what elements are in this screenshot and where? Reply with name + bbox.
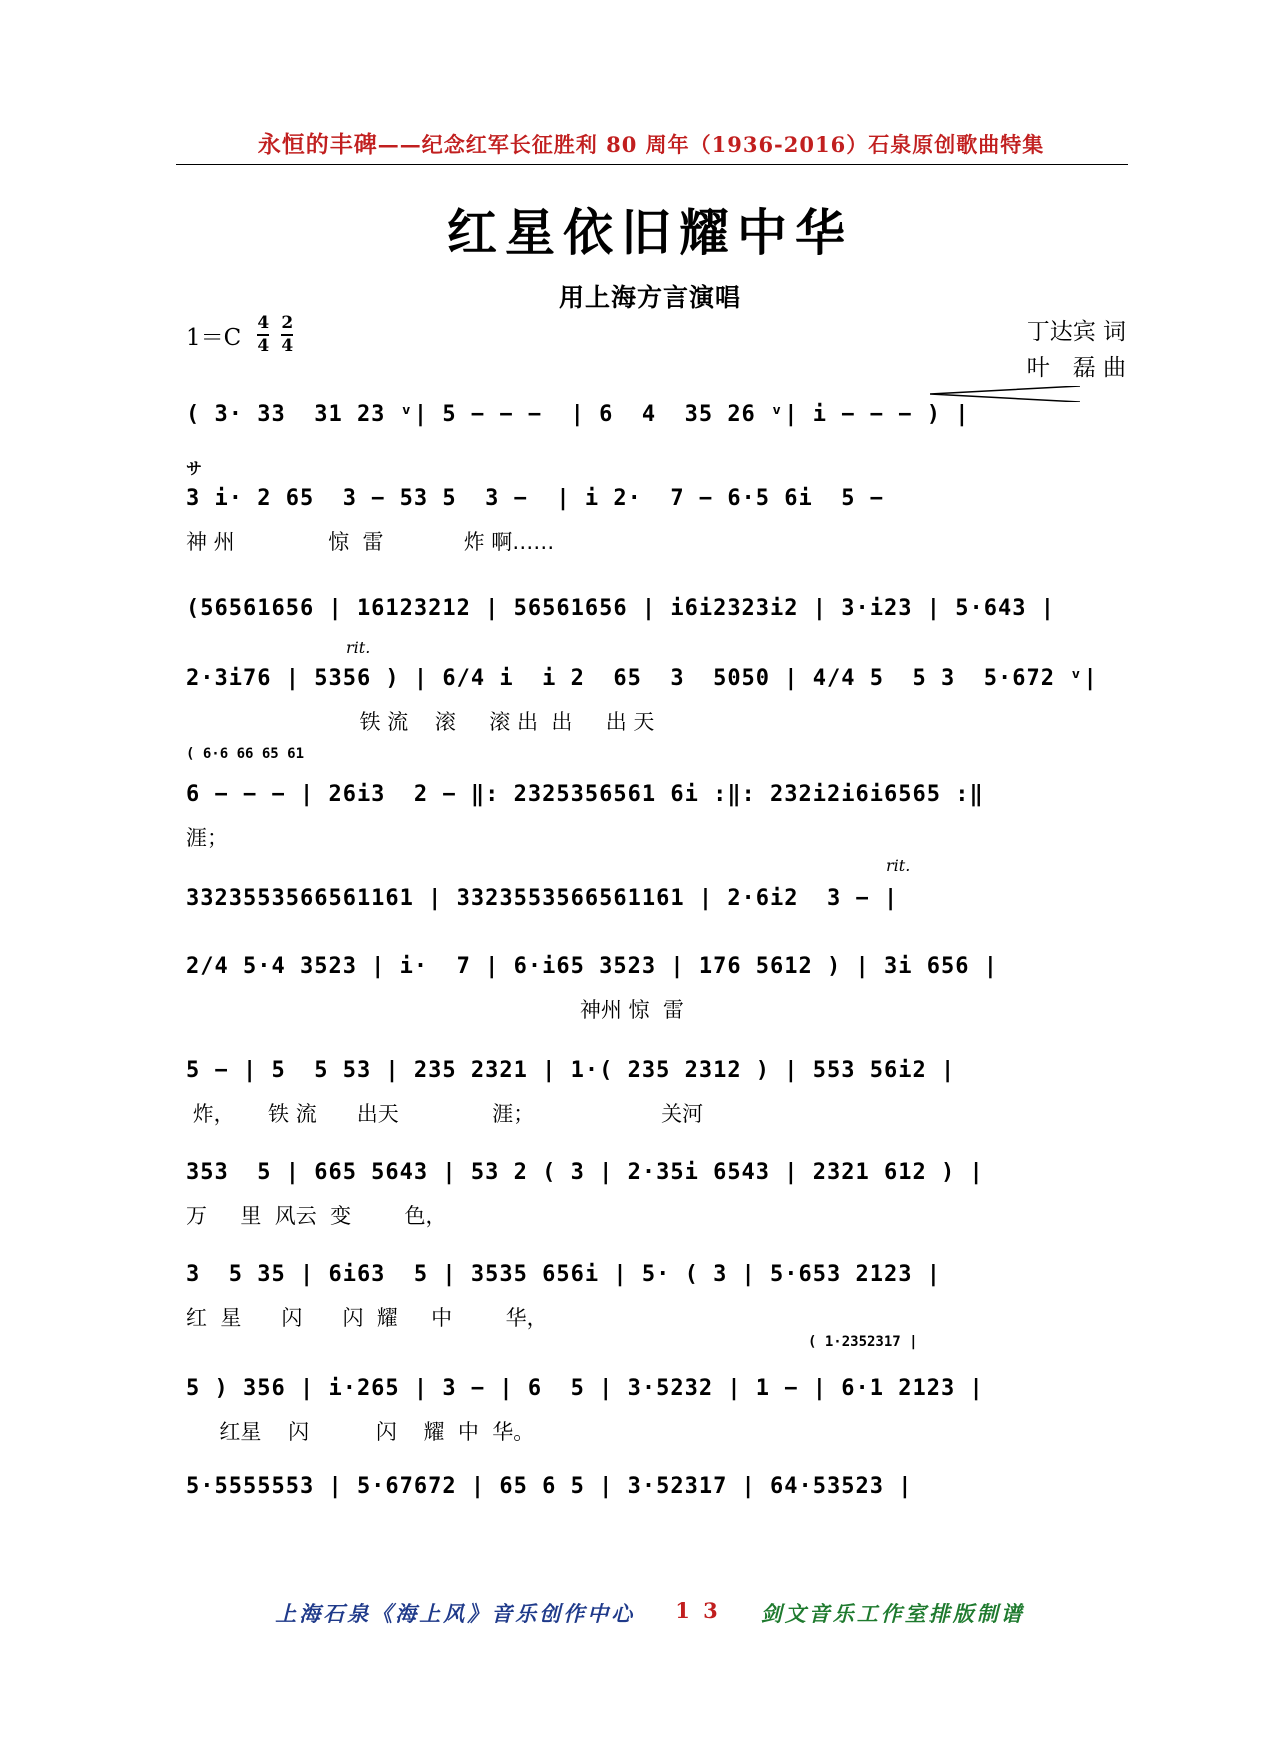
notation-line: 3323553566561161 | 3323553566561161 | 2·6i2 3 − | (186, 886, 899, 911)
free-tempo-mark: サ (186, 459, 203, 478)
notation-line: (56561656 | 16123212 | 56561656 | i6i2323i2 | 3·i23 | 5·643 | (186, 596, 1055, 621)
key-text: 1＝C (186, 324, 242, 351)
lyrics-line: 涯； (186, 826, 228, 850)
lyrics-line: 万 里 风云 变 色， (186, 1204, 447, 1228)
notation-line: 3 5 35 | 6i63 5 | 3535 656i | 5· ( 3 | 5·653 2123 | (186, 1262, 941, 1287)
time-signatures (257, 314, 293, 356)
notation-line: 5 ) 356 | i·265 | 3 − | 6 5 | 3·5232 | 1 − | 6·1 2123 | (186, 1376, 984, 1401)
footer-center-name: 上海石泉《海上风》音乐创作中心 (275, 1601, 636, 1626)
notation-line: 353 5 | 665 5643 | 53 2 ( 3 | 2·35i 6543 | 2321 612 ) | (186, 1160, 984, 1185)
decrescendo-hairpin (930, 386, 1080, 402)
song-title: 红星依旧耀中华 (447, 203, 853, 262)
lyrics-line: 红 星 闪 闪 耀 中 华， (186, 1306, 548, 1330)
footer-studio-name: 剑文音乐工作室排版制谱 (760, 1601, 1025, 1626)
series-brand: 永恒的丰碑 (257, 131, 378, 158)
composer-credit: 叶 磊 曲 (1026, 355, 1126, 381)
header-divider (176, 164, 1128, 165)
notation-line: 5·5555553 | 5·67672 | 65 6 5 | 3·52317 | 64·53523 | (186, 1474, 913, 1499)
notation-line: 6 − − − | 26i3 2 − ‖: 2325356561 6i :‖: 232i2i6i6565 :‖ (186, 782, 984, 807)
lyrics-line: 铁 流 滚 滚 出 出 出 天 (186, 710, 655, 734)
alternate-notation: ( 1·2352317 | (808, 1334, 918, 1350)
notation-line: ( 3· 33 31 23 ᵛ| 5 − − − | 6 4 35 26 ᵛ| i − − − ) | (186, 402, 970, 427)
lyrics-line: 炸， 铁 流 出天 涯； 关河 (186, 1102, 704, 1126)
lyricist-credit: 丁达宾 词 (1026, 319, 1126, 345)
ritardando-mark: rit. (346, 638, 371, 657)
time-signature-4-4: $\frac{4}{4}$ (257, 313, 270, 356)
page-number: 1 3 (675, 1598, 721, 1623)
song-subtitle: 用上海方言演唱 (558, 283, 741, 312)
alternate-notation: ( 6·6 66 65 61 (186, 746, 305, 762)
series-subtitle: ——纪念红军长征胜利 80 周年（1936-2016）石泉原创歌曲特集 (377, 132, 1045, 157)
notation-line: 5 − | 5 5 53 | 235 2321 | 1·( 235 2312 ) | 553 56i2 | (186, 1058, 956, 1083)
lyrics-line: 神州 惊 雷 (186, 998, 684, 1022)
key-signature (186, 314, 293, 356)
page-footer (0, 1598, 1272, 1628)
ritardando-mark: rit. (886, 856, 911, 875)
series-header (176, 126, 1126, 159)
notation-line: 2/4 5·4 3523 | i· 7 | 6·i65 3523 | 176 5612 ) | 3i 656 | (186, 954, 998, 979)
lyrics-line: 神 州 惊 雷 炸 啊…… (186, 530, 555, 554)
lyrics-line: 红星 闪 闪 耀 中 华。 (186, 1420, 535, 1444)
credits (1027, 314, 1126, 386)
notation-line: 3 i· 2 65 3 − 53 5 3 − | i 2· 7 − 6·5 6i 5 − (186, 486, 885, 511)
time-signature-2-4: $\frac{2}{4}$ (281, 313, 294, 356)
notation-line: 2·3i76 | 5356 ) | 6/4 i i 2 65 3 5050 | 4/4 5 5 3 5·672 ᵛ| (186, 666, 1098, 691)
